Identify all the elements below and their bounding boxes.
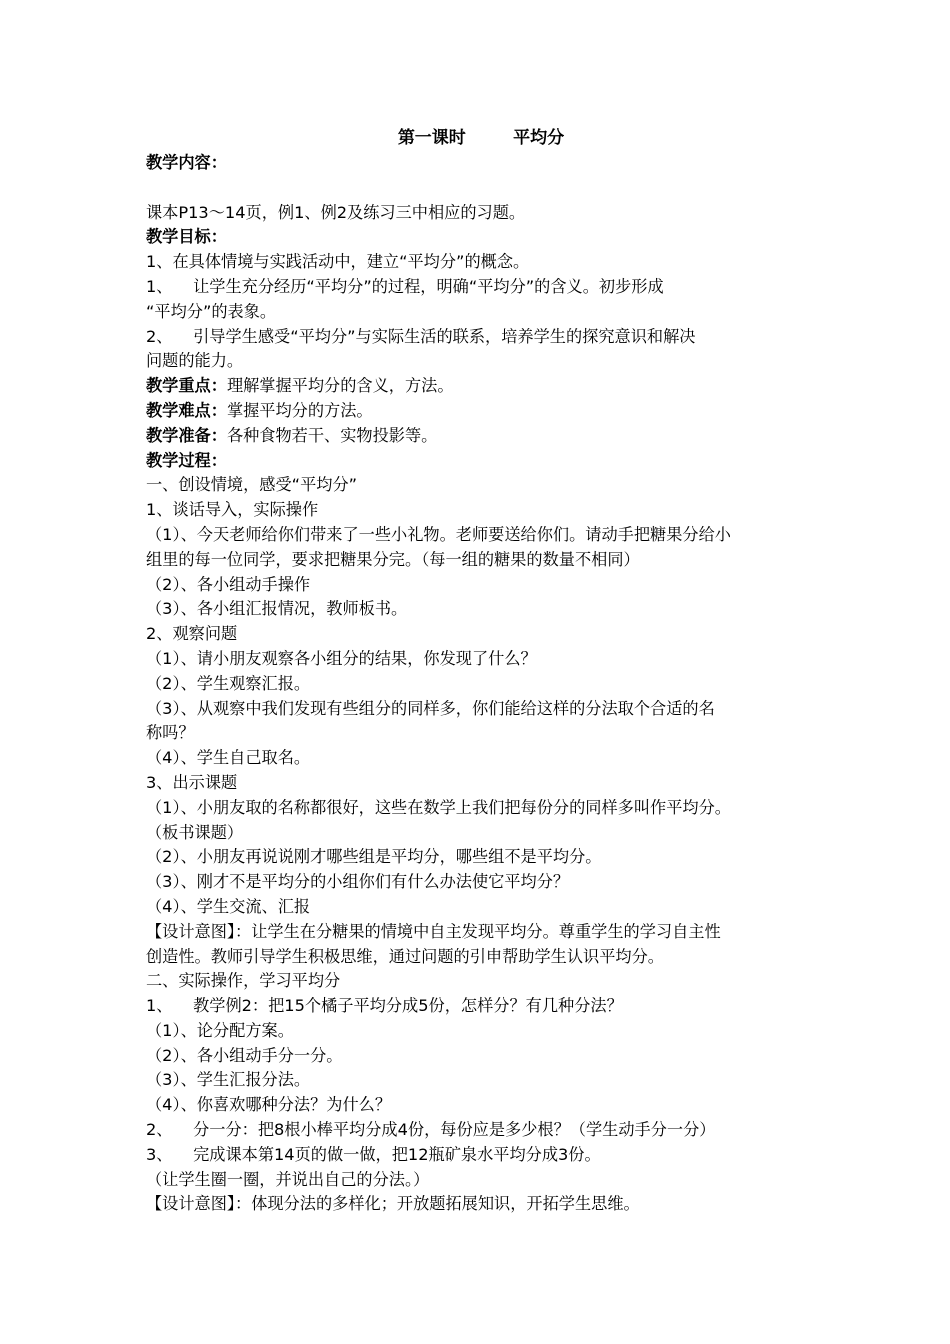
process-line: （板书课题） [146, 822, 244, 842]
process-line: 二、实际操作，学习平均分 [146, 971, 341, 991]
key-point-text: 理解掌握平均分的含义，方法。 [226, 376, 454, 396]
process-line: 2、 分一分：把8根小棒平均分成4份，每份应是多少根？（学生动手分一分） [146, 1120, 716, 1140]
difficult-point [146, 399, 816, 424]
goal-item: 2、 引导学生感受“平均分”与实际生活的联系，培养学生的探究意识和解决 [146, 326, 696, 346]
process-line: 3、 完成课本第14页的做一做，把12瓶矿泉水平均分成3份。 [146, 1144, 601, 1164]
process-line: （3）、从观察中我们发现有些组分的同样多，你们能给这样的分法取个合适的名 [146, 698, 715, 718]
design-intent: 【设计意图】：让学生在分糖果的情境中自主发现平均分。尊重学生的学习自主性 [146, 921, 721, 941]
process-line: 一、创设情境，感受“平均分” [146, 475, 358, 495]
blank-line [146, 176, 816, 201]
process-line: 3、出示课题 [146, 772, 238, 792]
document-page [146, 126, 816, 1217]
process-line: （4）、你喜欢哪种分法？为什么？ [146, 1095, 392, 1115]
difficult-point-text: 掌握平均分的方法。 [226, 400, 373, 420]
preparation-label: 教学准备： [146, 425, 227, 445]
goal-item: 1、在具体情境与实践活动中，建立“平均分”的概念。 [146, 252, 530, 272]
content-heading: 教学内容： [146, 153, 227, 172]
preparation-text: 各种食物若干、实物投影等。 [226, 425, 438, 445]
process-line: （1）、小朋友取的名称都很好，这些在数学上我们把每份分的同样多叫作平均分。 [146, 797, 731, 817]
process-line: （2）、学生观察汇报。 [146, 673, 311, 693]
goal-item-continued: 问题的能力。 [146, 351, 244, 371]
process-line: （2）、各小组动手操作 [146, 574, 311, 594]
process-line: （3）、各小组汇报情况，教师板书。 [146, 599, 408, 619]
goal-item: 1、 让学生充分经历“平均分”的过程，明确“平均分”的含义。初步形成 [146, 276, 664, 296]
process-line: 2、观察问题 [146, 624, 238, 644]
content-text: 课本P13～14页，例1、例2及练习三中相应的习题。 [146, 202, 526, 222]
process-line: （3）、学生汇报分法。 [146, 1070, 311, 1090]
design-intent-continued: 创造性。教师引导学生积极思维，通过问题的引申帮助学生认识平均分。 [146, 946, 664, 966]
process-line: 1、谈话导入，实际操作 [146, 500, 319, 520]
process-line: 组里的每一位同学，要求把糖果分完。（每一组的糖果的数量不相同） [146, 549, 640, 569]
process-line: （4）、学生交流、汇报 [146, 896, 311, 916]
process-line: 称吗？ [146, 723, 195, 743]
process-line: （4）、学生自己取名。 [146, 748, 311, 768]
process-body [146, 473, 816, 1217]
process-line: （1）、请小朋友观察各小组分的结果，你发现了什么？ [146, 648, 537, 668]
preparation [146, 424, 816, 449]
design-intent: 【设计意图】：体现分法的多样化；开放题拓展知识，开拓学生思维。 [146, 1194, 640, 1214]
key-point-label: 教学重点： [146, 376, 227, 396]
difficult-point-label: 教学难点： [146, 400, 227, 420]
page-title: 第一课时 平均分 [397, 128, 565, 148]
process-heading: 教学过程： [146, 450, 227, 470]
process-line: （1）、论分配方案。 [146, 1020, 294, 1040]
key-point [146, 374, 816, 399]
process-line: （1）、今天老师给你们带来了一些小礼物。老师要送给你们。请动手把糖果分给小 [146, 524, 731, 544]
goals-heading: 教学目标： [146, 227, 227, 247]
goal-item-continued: “平均分”的表象。 [146, 301, 277, 321]
process-line: 1、 教学例2：把15个橘子平均分成5份，怎样分？有几种分法？ [146, 996, 623, 1016]
process-line: （让学生圈一圈，并说出自己的分法。） [146, 1169, 430, 1189]
process-line: （2）、各小组动手分一分。 [146, 1045, 343, 1065]
process-line: （2）、小朋友再说说刚才哪些组是平均分，哪些组不是平均分。 [146, 847, 602, 867]
process-line: （3）、刚才不是平均分的小组你们有什么办法使它平均分？ [146, 872, 570, 892]
